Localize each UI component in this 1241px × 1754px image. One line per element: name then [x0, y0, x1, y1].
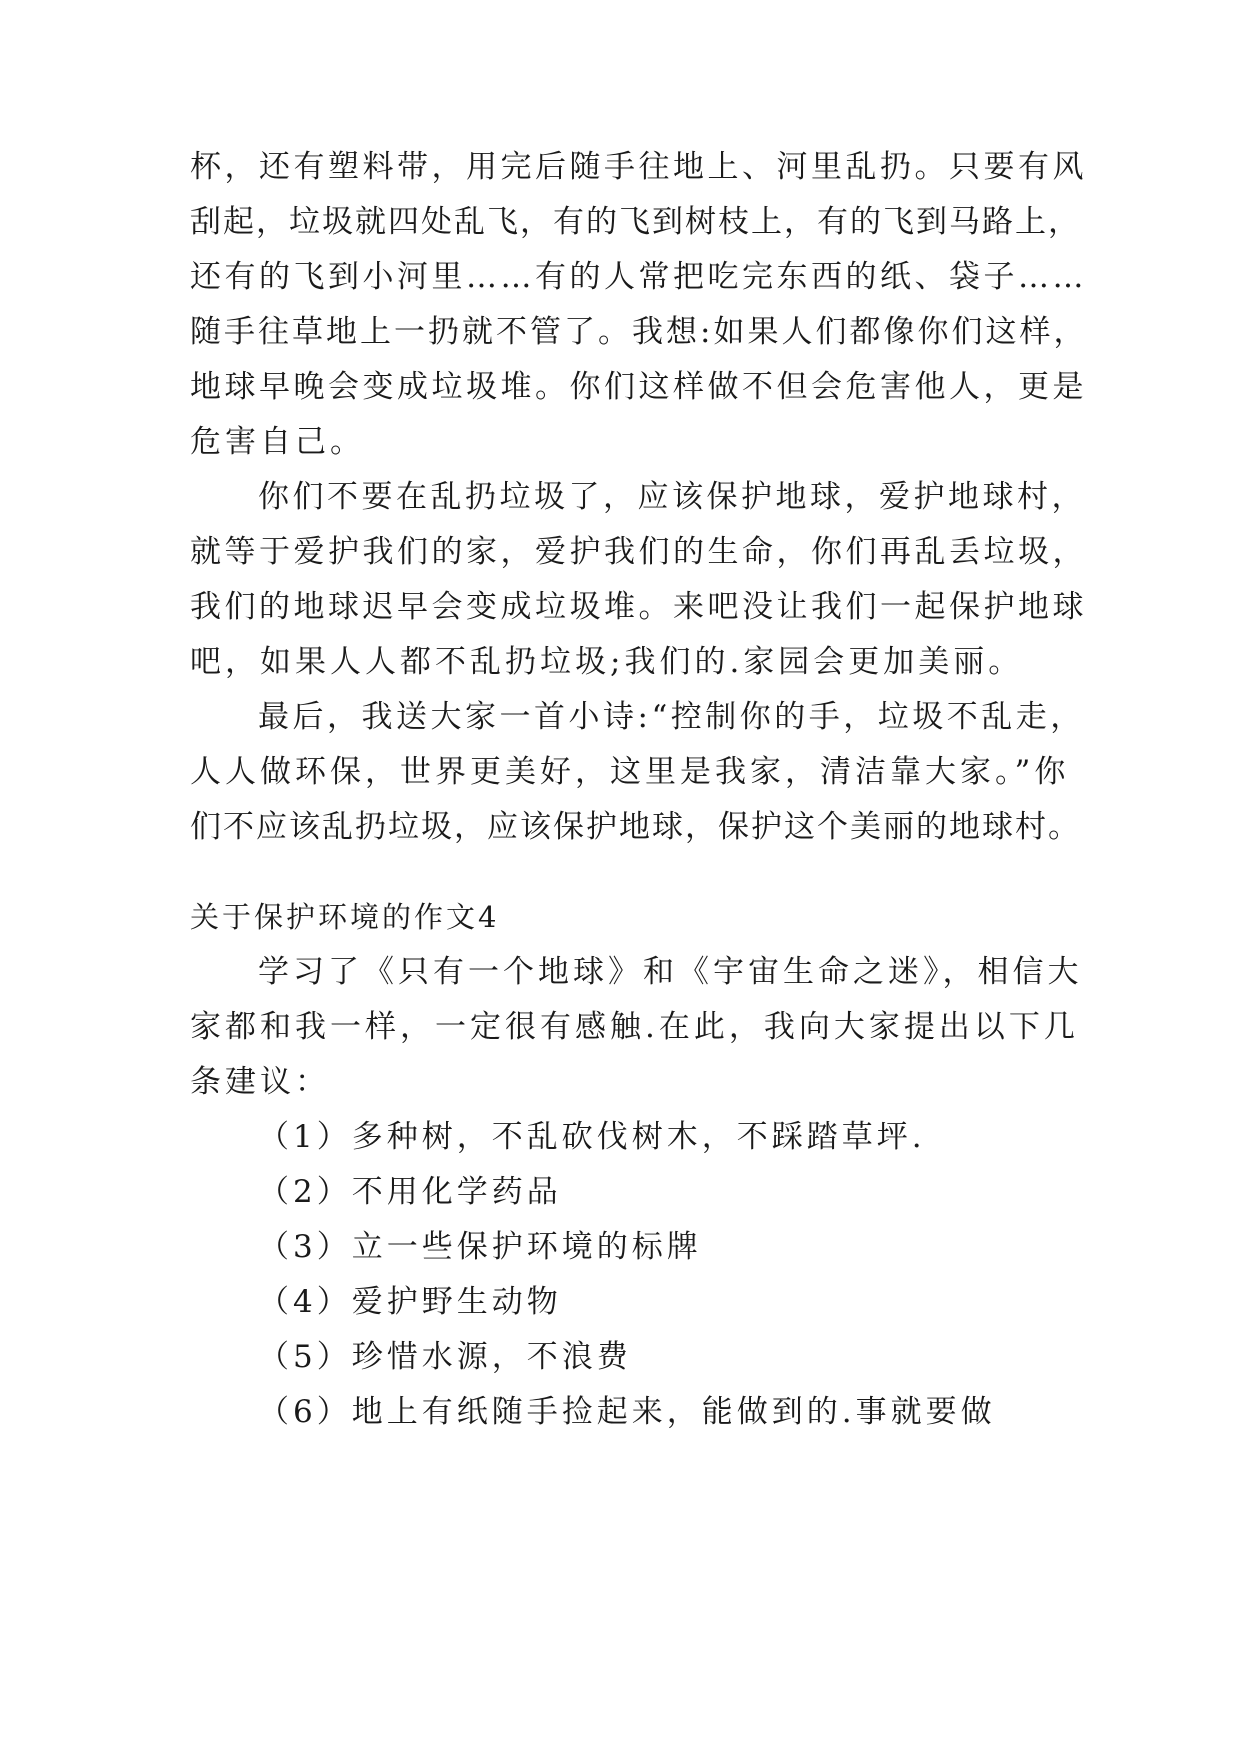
suggestion-item: （3）立一些保护环境的标牌 [258, 1229, 702, 1265]
paragraph-line: 我们的地球迟早会变成垃圾堆。来吧没让我们一起保护地球 [190, 589, 1087, 625]
paragraph-line: 学习了《只有一个地球》和《宇宙生命之迷》，相信大 [258, 954, 1083, 990]
suggestion-item: （4）爱护野生动物 [258, 1284, 562, 1320]
paragraph-line: 地球早晚会变成垃圾堆。你们这样做不但会危害他人，更是 [190, 369, 1087, 405]
paragraph-line: 最后，我送大家一首小诗:“控制你的手，垃圾不乱走， [258, 699, 1085, 735]
paragraph-line: 人人做环保，世界更美好，这里是我家，清洁靠大家。”你 [190, 754, 1070, 790]
paragraph-line: 随手往草地上一扔就不管了。我想:如果人们都像你们这样， [190, 314, 1088, 350]
paragraph-line: 家都和我一样，一定很有感触.在此，我向大家提出以下几 [190, 1009, 1079, 1045]
paragraph-line: 条建议： [190, 1064, 330, 1100]
paragraph-line: 你们不要在乱扔垃圾了，应该保护地球，爱护地球村， [258, 479, 1086, 515]
paragraph-line: 还有的飞到小河里……有的人常把吃完东西的纸、袋子…… [190, 259, 1087, 295]
paragraph-line: 们不应该乱扔垃圾，应该保护地球，保护这个美丽的地球村。 [190, 809, 1081, 845]
paragraph-line: 刮起，垃圾就四处乱飞，有的飞到树枝上，有的飞到马路上， [190, 204, 1081, 240]
paragraph-line: 吧，如果人人都不乱扔垃圾;我们的.家园会更加美丽。 [190, 644, 1024, 680]
suggestion-item: （1）多种树，不乱砍伐树木，不踩踏草坪. [258, 1119, 926, 1155]
suggestion-item: （6）地上有纸随手捡起来，能做到的.事就要做 [258, 1394, 996, 1430]
suggestion-item: （2）不用化学药品 [258, 1174, 562, 1210]
section-heading: 关于保护环境的作文4 [190, 900, 500, 934]
suggestion-item: （5）珍惜水源，不浪费 [258, 1339, 632, 1375]
paragraph-line: 杯，还有塑料带，用完后随手往地上、河里乱扔。只要有风 [190, 149, 1087, 185]
paragraph-line: 就等于爱护我们的家，爱护我们的生命，你们再乱丢垃圾， [190, 534, 1087, 570]
paragraph-line: 危害自己。 [190, 424, 365, 460]
